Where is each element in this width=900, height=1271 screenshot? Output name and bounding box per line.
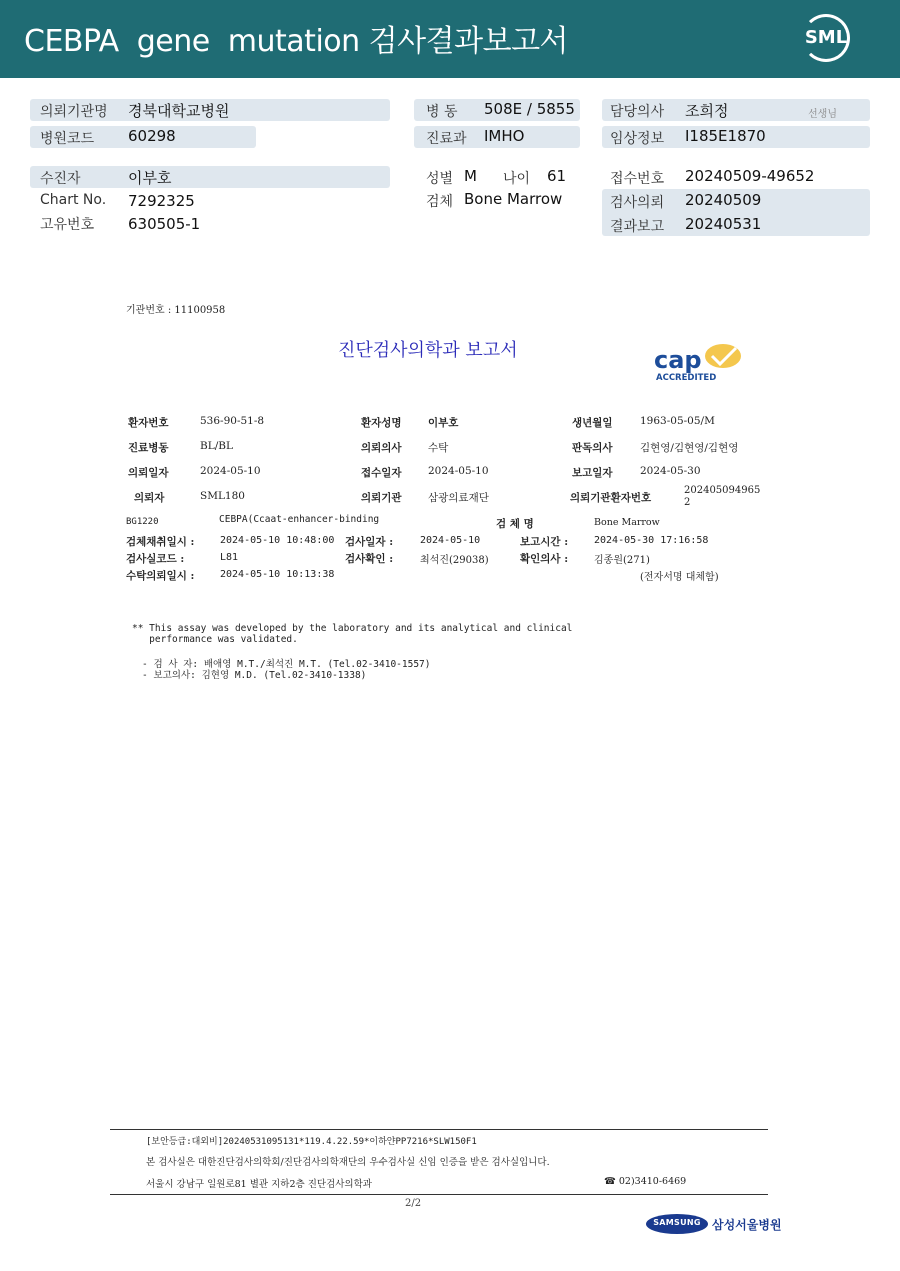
cap-accredited-logo — [650, 342, 746, 384]
chart-label: Chart No. — [40, 192, 107, 208]
address-line: 서울시 강남구 일원로81 별관 지하2층 진단검사의학과 — [146, 1179, 372, 1190]
req-date-val: 2024-05-10 — [200, 465, 261, 477]
page-number: 2/2 — [405, 1198, 422, 1209]
staff-line-1: - 검 사 자: 배애영 M.T./최석진 M.T. (Tel.02-3410-1557) — [142, 659, 431, 670]
report-date-val: 2024-05-30 — [640, 465, 701, 477]
report-heading: 진단검사의학과 보고서 — [338, 340, 518, 361]
report-time-val: 2024-05-30 17:16:58 — [594, 535, 709, 546]
unique-id-value: 630505-1 — [128, 215, 201, 233]
security-line: [보안등급:대외비]20240531095131*119.4.22.59*이하얀PP7216*SLW150F1 — [146, 1137, 477, 1147]
ward-label: 병 동 — [426, 104, 458, 120]
sml-logo — [798, 12, 854, 66]
cap-accredited-text: ACCREDITED — [656, 373, 717, 383]
collect-key: 검체채취일시 : — [126, 536, 195, 548]
footer-bottom-rule — [110, 1194, 768, 1195]
assay-note-1: ** This assay was developed by the laboratory and its analytical and clinical — [132, 623, 573, 634]
institution-number: 기관번호 : 11100958 — [126, 305, 226, 316]
hospital-code-value: 60298 — [128, 127, 176, 145]
report-date-key: 보고일자 — [572, 467, 613, 479]
patient-label: 수진자 — [40, 171, 81, 187]
reading-doctor-key: 판독의사 — [572, 442, 613, 454]
samsung-logo-text: SAMSUNG — [653, 1218, 701, 1227]
report-label: 결과보고 — [610, 219, 665, 235]
confirm-doc-val: 김종원(271) — [594, 555, 650, 566]
patient-no-val: 536-90-51-8 — [200, 415, 265, 427]
test-name: CEBPA(Ccaat-enhancer-binding — [219, 514, 380, 525]
request-label: 검사의뢰 — [610, 195, 665, 211]
sex-value: M — [464, 167, 477, 185]
chart-value: 7292325 — [128, 192, 195, 210]
lab-code-val: L81 — [220, 552, 239, 563]
requester-key: 의뢰자 — [134, 492, 165, 504]
ward-key: 진료병동 — [128, 442, 169, 454]
age-value: 61 — [547, 167, 567, 185]
receipt-date-key: 접수일자 — [361, 467, 402, 479]
phone-line: ☎ 02)3410-6469 — [604, 1176, 687, 1187]
req-date-key: 의뢰일자 — [128, 467, 169, 479]
patient-value: 이부호 — [128, 169, 172, 187]
lab-code-key: 검사실코드 : — [126, 553, 185, 565]
sex-label: 성별 — [426, 171, 454, 187]
institution-label: 의뢰기관명 — [40, 104, 108, 120]
assay-note-2: performance was validated. — [132, 634, 298, 645]
confirm-val: 최석진(29038) — [420, 555, 489, 566]
req-institution-val: 삼광의료재단 — [428, 492, 489, 504]
req-doctor-key: 의뢰의사 — [361, 442, 402, 454]
specimen-label: 검체 — [426, 194, 454, 210]
collect-val: 2024-05-10 10:48:00 — [220, 535, 335, 546]
cap-logo-text: cap — [654, 346, 702, 374]
report-header — [0, 0, 900, 78]
ward-val: BL/BL — [200, 440, 233, 452]
birth-key: 생년월일 — [572, 417, 613, 429]
doctor-suffix: 선생님 — [808, 109, 837, 120]
department-label: 진료과 — [426, 131, 467, 147]
reading-doctor-val: 김현영/김현영/김현영 — [640, 442, 739, 454]
accreditation-line: 본 검사실은 대한진단검사의학회/진단검사의학재단의 우수검사실 신임 인증을 받은 검사실입니다. — [146, 1157, 550, 1168]
receipt-date-val: 2024-05-10 — [428, 465, 489, 477]
accept-val: 2024-05-10 10:13:38 — [220, 569, 335, 580]
report-value: 20240531 — [685, 215, 762, 233]
confirm-doc-key: 확인의사 : — [520, 553, 569, 565]
patient-name-val: 이부호 — [428, 417, 459, 429]
receipt-label: 접수번호 — [610, 171, 665, 187]
accept-key: 수탁의뢰일시 : — [126, 570, 195, 582]
hospital-code-label: 병원코드 — [40, 131, 95, 147]
report-title: CEBPA gene mutation 검사결과보고서 — [24, 24, 569, 59]
esign-note: (전자서명 대체함) — [640, 572, 719, 583]
birth-val: 1963-05-05/M — [640, 415, 715, 427]
samsung-logo — [646, 1214, 708, 1234]
exam-date-key: 검사일자 : — [345, 536, 394, 548]
clinical-label: 임상정보 — [610, 131, 665, 147]
staff-line-2: - 보고의사: 김현영 M.D. (Tel.02-3410-1338) — [142, 670, 367, 681]
req-doctor-val: 수탁 — [428, 442, 449, 454]
footer-top-rule — [110, 1129, 768, 1130]
requester-val: SML180 — [200, 490, 245, 502]
age-label: 나이 — [503, 171, 531, 187]
receipt-value: 20240509-49652 — [685, 167, 815, 185]
specimen-key: 검 체 명 — [496, 518, 534, 530]
specimen-val: Bone Marrow — [594, 517, 660, 528]
hospital-name: 삼성서울병원 — [712, 1218, 782, 1232]
patient-no-key: 환자번호 — [128, 417, 169, 429]
doctor-value: 조희정 — [685, 102, 729, 120]
ward-value: 508E / 5855 — [484, 100, 575, 118]
department-value: IMHO — [484, 127, 525, 145]
inst-patient-no-key: 의뢰기관환자번호 — [570, 492, 652, 504]
specimen-value: Bone Marrow — [464, 190, 563, 208]
confirm-key: 검사확인 : — [345, 553, 394, 565]
unique-id-label: 고유번호 — [40, 217, 95, 233]
req-institution-key: 의뢰기관 — [361, 492, 402, 504]
logo-text: SML — [804, 27, 848, 48]
exam-date-val: 2024-05-10 — [420, 535, 481, 546]
doctor-label: 담당의사 — [610, 104, 665, 120]
test-code: BG1220 — [126, 517, 159, 527]
institution-value: 경북대학교병원 — [128, 102, 230, 120]
request-value: 20240509 — [685, 191, 762, 209]
inst-patient-no-val: 202405094965 — [684, 485, 761, 496]
patient-name-key: 환자성명 — [361, 417, 402, 429]
inst-patient-no-val-cont: 2 — [684, 497, 691, 508]
patient-bar — [30, 166, 390, 188]
report-time-key: 보고시간 : — [520, 536, 569, 548]
clinical-value: I185E1870 — [685, 127, 766, 145]
